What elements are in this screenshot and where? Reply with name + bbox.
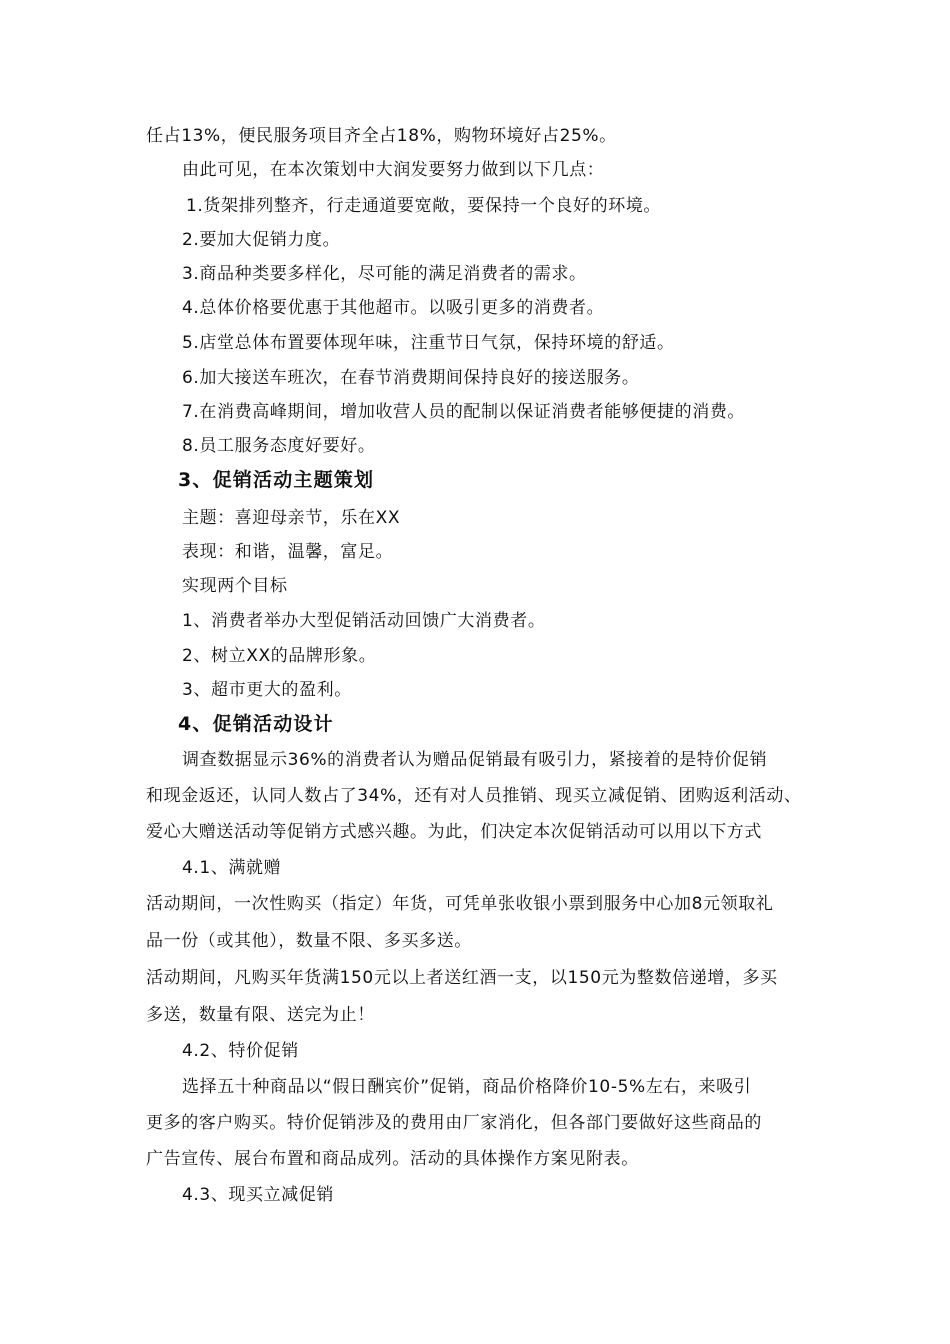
paragraph-line: 更多的客户购买。特价促销涉及的费用由厂家消化，但各部门要做好这些商品的: [146, 1113, 762, 1133]
subsection-heading: 4.3、现买立减促销: [182, 1185, 335, 1205]
list-item: 2、树立XX的品牌形象。: [182, 646, 377, 666]
list-item: 1.货架排列整齐，行走通道要宽敞，要保持一个良好的环境。: [186, 196, 662, 216]
list-item: 1、消费者举办大型促销活动回馈广大消费者。: [182, 611, 546, 631]
subsection-heading: 4.1、满就赠: [182, 858, 282, 878]
paragraph-line: 表现：和谐，温馨，富足。: [182, 542, 394, 562]
list-item: 7.在消费高峰期间，增加收营人员的配制以保证消费者能够便捷的消费。: [182, 402, 746, 422]
paragraph-line: 爱心大赠送活动等促销方式感兴趣。为此，们决定本次促销活动可以用以下方式: [146, 822, 762, 842]
subsection-heading: 4.2、特价促销: [182, 1041, 299, 1061]
paragraph-line: 多送，数量有限、送完为止！: [146, 1005, 375, 1025]
list-item: 2.要加大促销力度。: [182, 230, 341, 250]
paragraph-line: 活动期间，一次性购买（指定）年货，可凭单张收银小票到服务中心加8元领取礼: [146, 894, 774, 914]
paragraph-line: 品一份（或其他），数量不限、多买多送。: [146, 931, 472, 951]
paragraph-line: 调查数据显示36%的消费者认为赠品促销最有吸引力，紧接着的是特价促销: [182, 750, 768, 770]
paragraph-line: 由此可见，在本次策划中大润发要努力做到以下几点：: [182, 160, 605, 180]
list-item: 3、超市更大的盈利。: [182, 680, 352, 700]
list-item: 4.总体价格要优惠于其他超市。以吸引更多的消费者。: [182, 298, 605, 318]
list-item: 6.加大接送车班次，在春节消费期间保持良好的接送服务。: [182, 368, 640, 388]
list-item: 8.员工服务态度好要好。: [182, 436, 376, 456]
paragraph-line: 主题：喜迎母亲节，乐在XX: [182, 508, 401, 528]
list-item: 3.商品种类要多样化，尽可能的满足消费者的需求。: [182, 264, 587, 284]
paragraph-line: 广告宣传、展台布置和商品成列。活动的具体操作方案见附表。: [146, 1149, 639, 1169]
paragraph-line: 任占13%，便民服务项目齐全占18%，购物环境好占25%。: [146, 126, 617, 146]
paragraph-line: 和现金返还，认同人数占了34%，还有对人员推销、现买立减促销、团购返利活动、: [146, 786, 802, 806]
paragraph-line: 选择五十种商品以“假日酬宾价”促销，商品价格降价10-5%左右，来吸引: [182, 1077, 752, 1097]
list-item: 5.店堂总体布置要体现年味，注重节日气氛，保持环境的舒适。: [182, 333, 675, 353]
section-heading: 3、促销活动主题策划: [178, 469, 375, 491]
paragraph-line: 实现两个目标: [182, 576, 288, 596]
section-heading: 4、促销活动设计: [178, 713, 334, 735]
paragraph-line: 活动期间，凡购买年货满150元以上者送红酒一支，以150元为整数倍递增，多买: [146, 968, 778, 988]
